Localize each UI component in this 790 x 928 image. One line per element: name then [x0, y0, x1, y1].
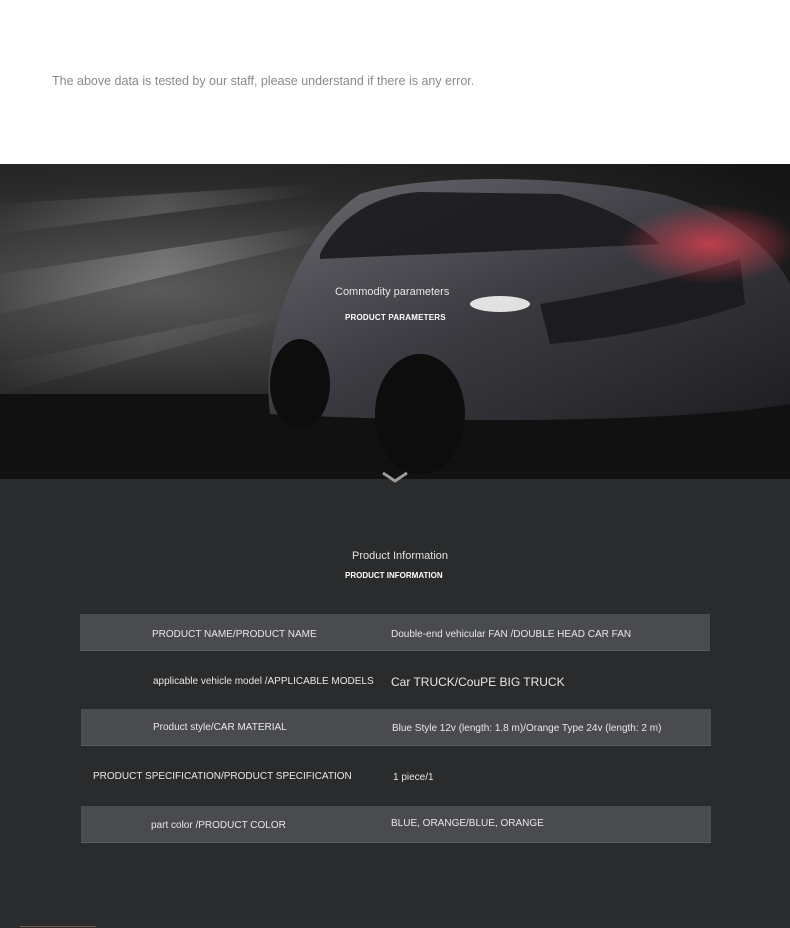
row-value: 1 piece/1 [393, 772, 434, 783]
row-label: part color /PRODUCT COLOR [151, 820, 286, 831]
footer-divider [20, 926, 96, 927]
hero-banner [0, 164, 790, 479]
chevron-down-icon [381, 471, 409, 487]
row-label: PRODUCT NAME/PRODUCT NAME [152, 629, 317, 640]
hero-title: Commodity parameters [335, 286, 450, 298]
row-value: BLUE, ORANGE/BLUE, ORANGE [391, 818, 544, 829]
row-value: Double-end vehicular FAN /DOUBLE HEAD CAR FAN [391, 629, 632, 640]
table-row-product-name [80, 614, 710, 651]
row-value: Car TRUCK/CouPE BIG TRUCK [391, 675, 565, 689]
table-row-product-color [81, 806, 711, 843]
row-label: applicable vehicle model /APPLICABLE MODELS [153, 676, 374, 687]
table-row-product-specification [80, 759, 710, 796]
info-title: Product Information [352, 550, 448, 562]
table-row-product-style [81, 709, 711, 746]
table-row-applicable-models [80, 663, 710, 700]
hero-subtitle: PRODUCT PARAMETERS [345, 313, 446, 322]
row-label: PRODUCT SPECIFICATION/PRODUCT SPECIFICATION [93, 771, 352, 782]
row-label: Product style/CAR MATERIAL [153, 722, 287, 733]
product-info-panel [0, 479, 790, 928]
info-subtitle: PRODUCT INFORMATION [345, 571, 443, 580]
disclaimer-note: The above data is tested by our staff, please understand if there is any error. [52, 74, 475, 88]
row-value: Blue Style 12v (length: 1.8 m)/Orange Type 24v (length: 2 m) [392, 723, 662, 734]
